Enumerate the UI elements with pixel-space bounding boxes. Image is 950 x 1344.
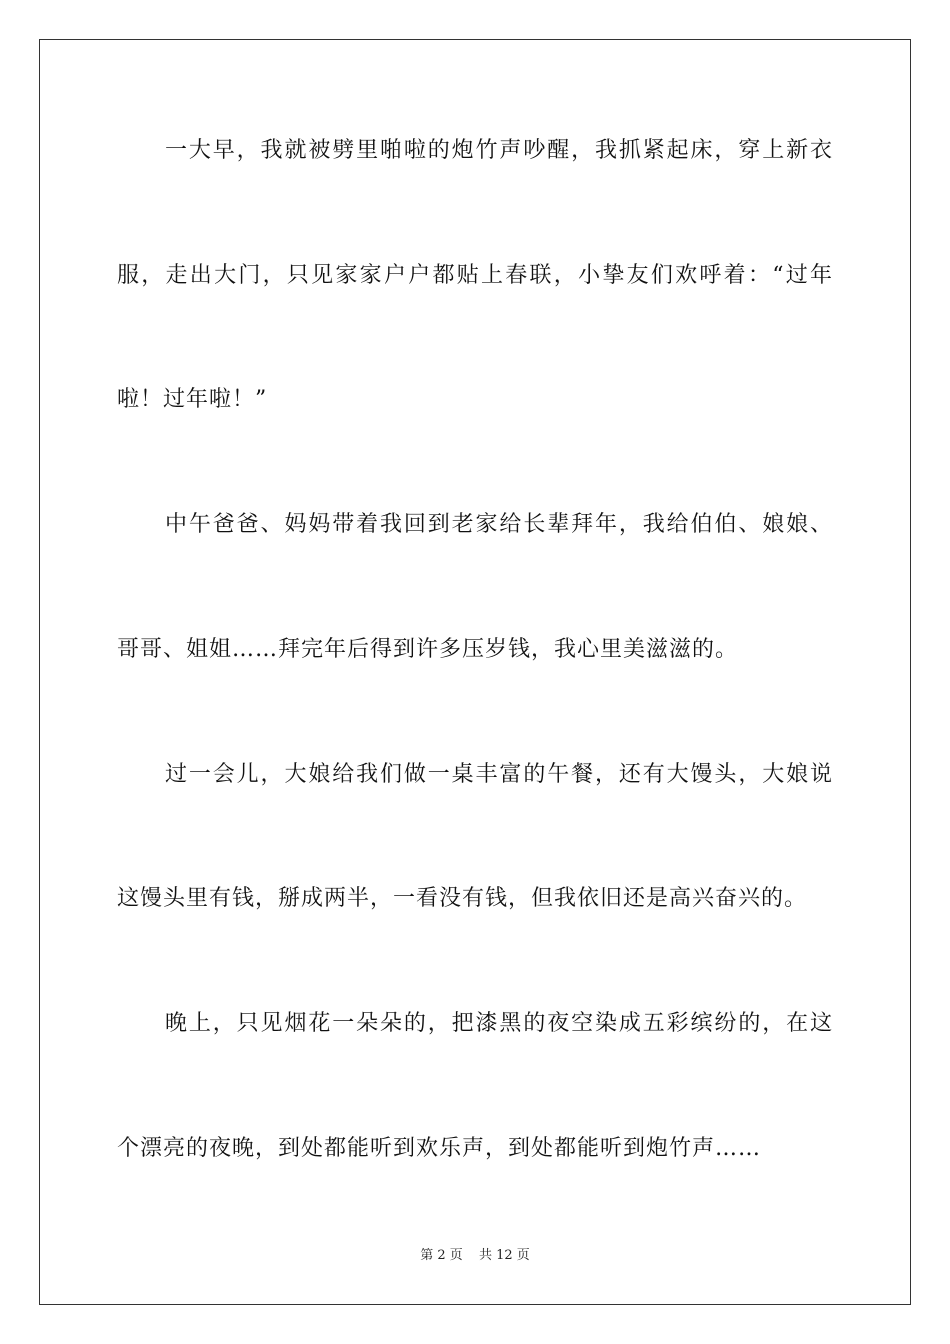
paragraph-4-line-2: 个漂亮的夜晚，到处都能听到欢乐声，到处都能听到炮竹声……: [117, 1136, 762, 1161]
paragraph-3-line-1: 过一会儿，大娘给我们做一桌丰富的午餐，还有大馒头，大娘说: [165, 762, 833, 787]
paragraph-2-line-1: 中午爸爸、妈妈带着我回到老家给长辈拜年，我给伯伯、娘娘、: [165, 512, 833, 537]
page-number: 第 2 页: [420, 1248, 463, 1263]
page-border: [39, 39, 911, 1305]
paragraph-1-line-1: 一大早，我就被劈里啪啦的炮竹声吵醒，我抓紧起床，穿上新衣: [165, 138, 833, 163]
paragraph-1-line-2: 服，走出大门，只见家家户户都贴上春联，小挚友们欢呼着：“过年: [117, 263, 833, 288]
paragraph-4-line-1: 晚上，只见烟花一朵朵的，把漆黑的夜空染成五彩缤纷的，在这: [165, 1011, 833, 1036]
total-pages: 共 12 页: [478, 1248, 530, 1263]
paragraph-1-line-3: 啦！过年啦！”: [117, 387, 268, 412]
page-footer: [0, 1248, 950, 1264]
paragraph-3-line-2: 这馒头里有钱，掰成两半，一看没有钱，但我依旧还是高兴奋兴的。: [117, 886, 808, 911]
paragraph-2-line-2: 哥哥、姐姐……拜完年后得到许多压岁钱，我心里美滋滋的。: [117, 637, 739, 662]
